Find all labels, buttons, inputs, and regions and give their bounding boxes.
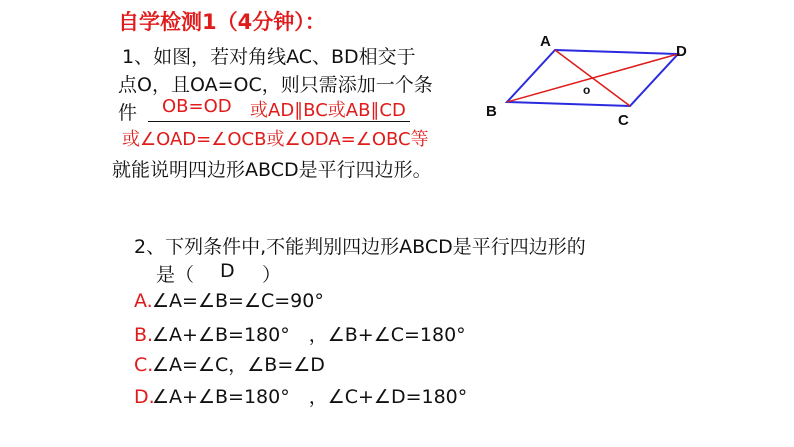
answer-blank-line	[148, 121, 410, 122]
q1-line-2: 点O，且OA=OC，则只需添加一个条	[118, 74, 433, 96]
vertex-label-d: D	[676, 43, 687, 60]
q1-line-1: 1、如图，若对角线AC、BD相交于	[122, 46, 416, 68]
center-label-o: o	[583, 83, 591, 97]
q2-answer: D	[220, 260, 235, 282]
q1-answer-part-2: 或AD∥BC或AB∥CD	[250, 100, 406, 121]
diagonal-bd	[507, 54, 678, 102]
option-c	[134, 350, 325, 377]
option-letter: C.	[134, 354, 154, 376]
q2-line-2-suffix: ）	[262, 264, 282, 286]
option-b	[134, 320, 466, 347]
parallelogram-diagram	[470, 30, 710, 130]
q1-answer-part-1: OB=OD	[162, 96, 232, 117]
vertex-label-b: B	[486, 103, 497, 120]
option-letter: B.	[134, 324, 154, 346]
q2-line-2-prefix: 是（	[156, 264, 195, 286]
option-letter: A.	[134, 290, 153, 312]
q1-answer-line-2: 或∠OAD=∠OCB或∠ODA=∠OBC等	[122, 129, 429, 150]
option-text: ∠A+∠B=180° ，∠C+∠D=180°	[152, 386, 468, 408]
option-text: ∠A+∠B=180° ，∠B+∠C=180°	[152, 324, 466, 346]
option-letter: D.	[134, 386, 155, 408]
option-text: ∠A=∠B=∠C=90°	[152, 290, 324, 312]
q1-line-4: 就能说明四边形ABCD是平行四边形。	[112, 159, 432, 181]
vertex-label-a: A	[540, 33, 551, 50]
option-a	[134, 290, 324, 312]
section-title: 自学检测1（4分钟）：	[118, 10, 326, 34]
option-text: ∠A=∠C，∠B=∠D	[152, 354, 325, 376]
q1-line-3-prefix: 件	[118, 102, 138, 124]
q2-line-1: 2、下列条件中,不能判别四边形ABCD是平行四边形的	[134, 236, 586, 258]
vertex-label-c: C	[618, 112, 629, 129]
option-d	[134, 382, 467, 409]
